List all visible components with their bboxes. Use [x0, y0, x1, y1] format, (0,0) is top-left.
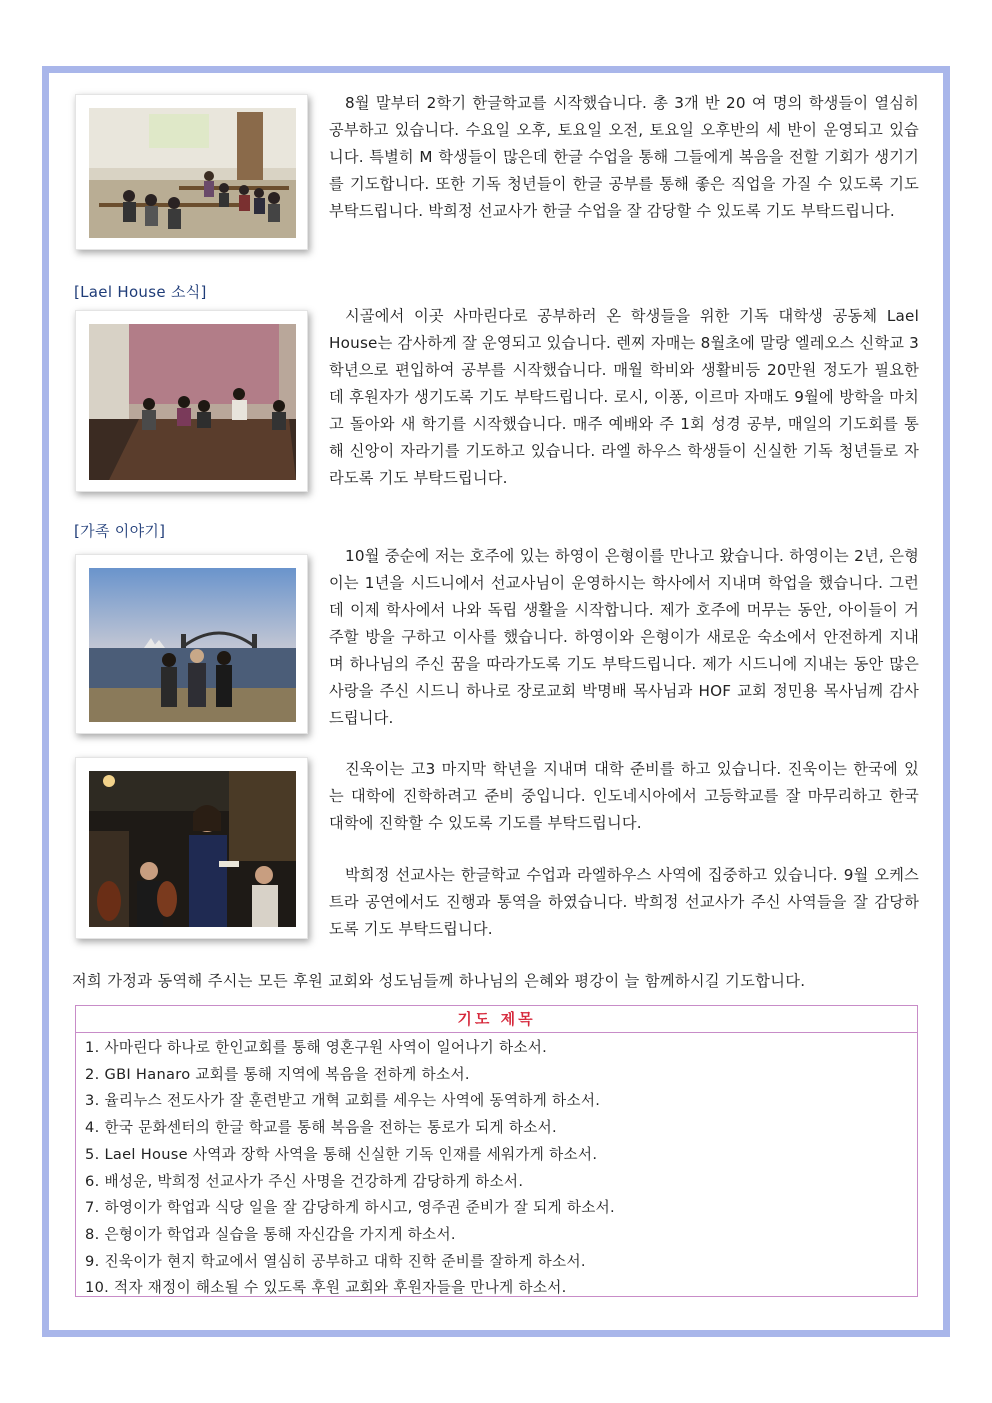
prayer-list — [76, 1033, 917, 1302]
prayer-item: 6. 배성운, 박희정 선교사가 주신 사명을 건강하게 감당하게 하소서. — [85, 1172, 524, 1190]
lael-house-paragraph: 시골에서 이곳 사마린다로 공부하러 온 학생들을 위한 기독 대학생 공동체 Lael House는 감사하게 잘 운영되고 있습니다. 렌찌 자매는 8월초에 말랑 엘레오스 신학교 3학년으로 편입하여 공부를 시작했습니다. 매월 학비와 생활비등 20만원 정도가 필요한데 후원자가 생기도록 기도 부탁드립니다. 로시, 이퐁, 이르마 자매도 9월에 방학을 마치고 돌아와 새 학기를 시작했습니다. 매주 예배와 주 1회 성경 공부, 매일의 기도회를 통해 신앙이 자라기를 기도하고 있습니다. 라엘 하우스 학생들이 신실한 기독 청년들로 자라도록 기도 부탁드립니다. — [329, 307, 919, 487]
jinwook-paragraph: 진욱이는 고3 마지막 학년을 지내며 대학 준비를 하고 있습니다. 진욱이는 한국에 있는 대학에 진학하려고 준비 중입니다. 인도네시아에서 고등학교를 잘 마무리하고 한국 대학에 진학할 수 있도록 기도를 부탁드립니다. — [329, 760, 919, 832]
prayer-item: 7. 하영이가 학업과 식당 일을 잘 감당하게 하시고, 영주권 준비가 잘 되게 하소서. — [85, 1199, 615, 1217]
photo-orchestra — [75, 757, 308, 939]
sydney-image — [89, 568, 296, 722]
prayer-title: 기도 제목 — [76, 1006, 917, 1033]
prayer-item: 10. 적자 재정이 해소될 수 있도록 후원 교회와 후원자들을 만나게 하소서. — [85, 1279, 567, 1297]
prayer-item: 3. 율리누스 전도사가 잘 훈련받고 개혁 교회를 세우는 사역에 동역하게 하소서. — [85, 1092, 601, 1110]
family-paragraph: 10월 중순에 저는 호주에 있는 하영이 은형이를 만나고 왔습니다. 하영이는 2년, 은형이는 1년을 시드니에서 선교사님이 운영하시는 학사에서 지내며 학업을 했습니다. 그런데 이제 학사에서 나와 독립 생활을 시작합니다. 제가 호주에 머무는 동안, 아이들이 거주할 방을 구하고 이사를 했습니다. 하영이와 은형이가 새로운 숙소에서 안전하게 지내며 하나님의 주신 꿈을 따라가도록 기도 부탁드립니다. 제가 시드니에 지내는 동안 많은 사랑을 주신 시드니 하나로 장로교회 박명배 목사님과 HOF 교회 정민용 목사님께 감사드립니다. — [329, 547, 919, 727]
photo-lael-house — [75, 310, 308, 492]
lael-house-image — [89, 324, 296, 480]
missionary-paragraph: 박희정 선교사는 한글학교 수업과 라엘하우스 사역에 집중하고 있습니다. 9월 오케스트라 공연에서도 진행과 통역을 하였습니다. 박희정 선교사가 주신 사역들을 잘 감당하도록 기도 부탁드립니다. — [329, 866, 919, 938]
prayer-box — [75, 1005, 918, 1297]
classroom-image — [89, 108, 296, 238]
family-heading: [가족 이야기] — [74, 522, 166, 540]
prayer-item: 4. 한국 문화센터의 한글 학교를 통해 복음을 전하는 통로가 되게 하소서. — [85, 1119, 557, 1137]
photo-korean-class — [75, 94, 308, 250]
lael-house-heading: [Lael House 소식] — [74, 283, 207, 301]
closing-message: 저희 가정과 동역해 주시는 모든 후원 교회와 성도님들께 하나님의 은혜와 평강이 늘 함께하시길 기도합니다. — [72, 972, 806, 990]
photo-sydney — [75, 554, 308, 734]
korean-school-paragraph: 8월 말부터 2학기 한글학교를 시작했습니다. 총 3개 반 20 여 명의 학생들이 열심히 공부하고 있습니다. 수요일 오후, 토요일 오전, 토요일 오후반의 세 반이 운영되고 있습니다. 특별히 M 학생들이 많은데 한글 수업을 통해 그들에게 복음을 전할 기회가 생기기를 기도합니다. 또한 기독 청년들이 한글 공부를 통해 좋은 직업을 가질 수 있도록 기도 부탁드립니다. 박희정 선교사가 한글 수업을 잘 감당할 수 있도록 기도 부탁드립니다. — [329, 94, 919, 220]
prayer-item: 9. 진욱이가 현지 학교에서 열심히 공부하고 대학 진학 준비를 잘하게 하소서. — [85, 1252, 586, 1270]
prayer-item: 5. Lael House 사역과 장학 사역을 통해 신실한 기독 인재를 세워가게 하소서. — [85, 1145, 598, 1163]
orchestra-image — [89, 771, 296, 927]
prayer-item: 2. GBI Hanaro 교회를 통해 지역에 복음을 전하게 하소서. — [85, 1065, 470, 1083]
prayer-item: 8. 은형이가 학업과 실습을 통해 자신감을 가지게 하소서. — [85, 1225, 456, 1243]
prayer-item: 1. 사마린다 하나로 한인교회를 통해 영혼구원 사역이 일어나기 하소서. — [85, 1039, 548, 1056]
